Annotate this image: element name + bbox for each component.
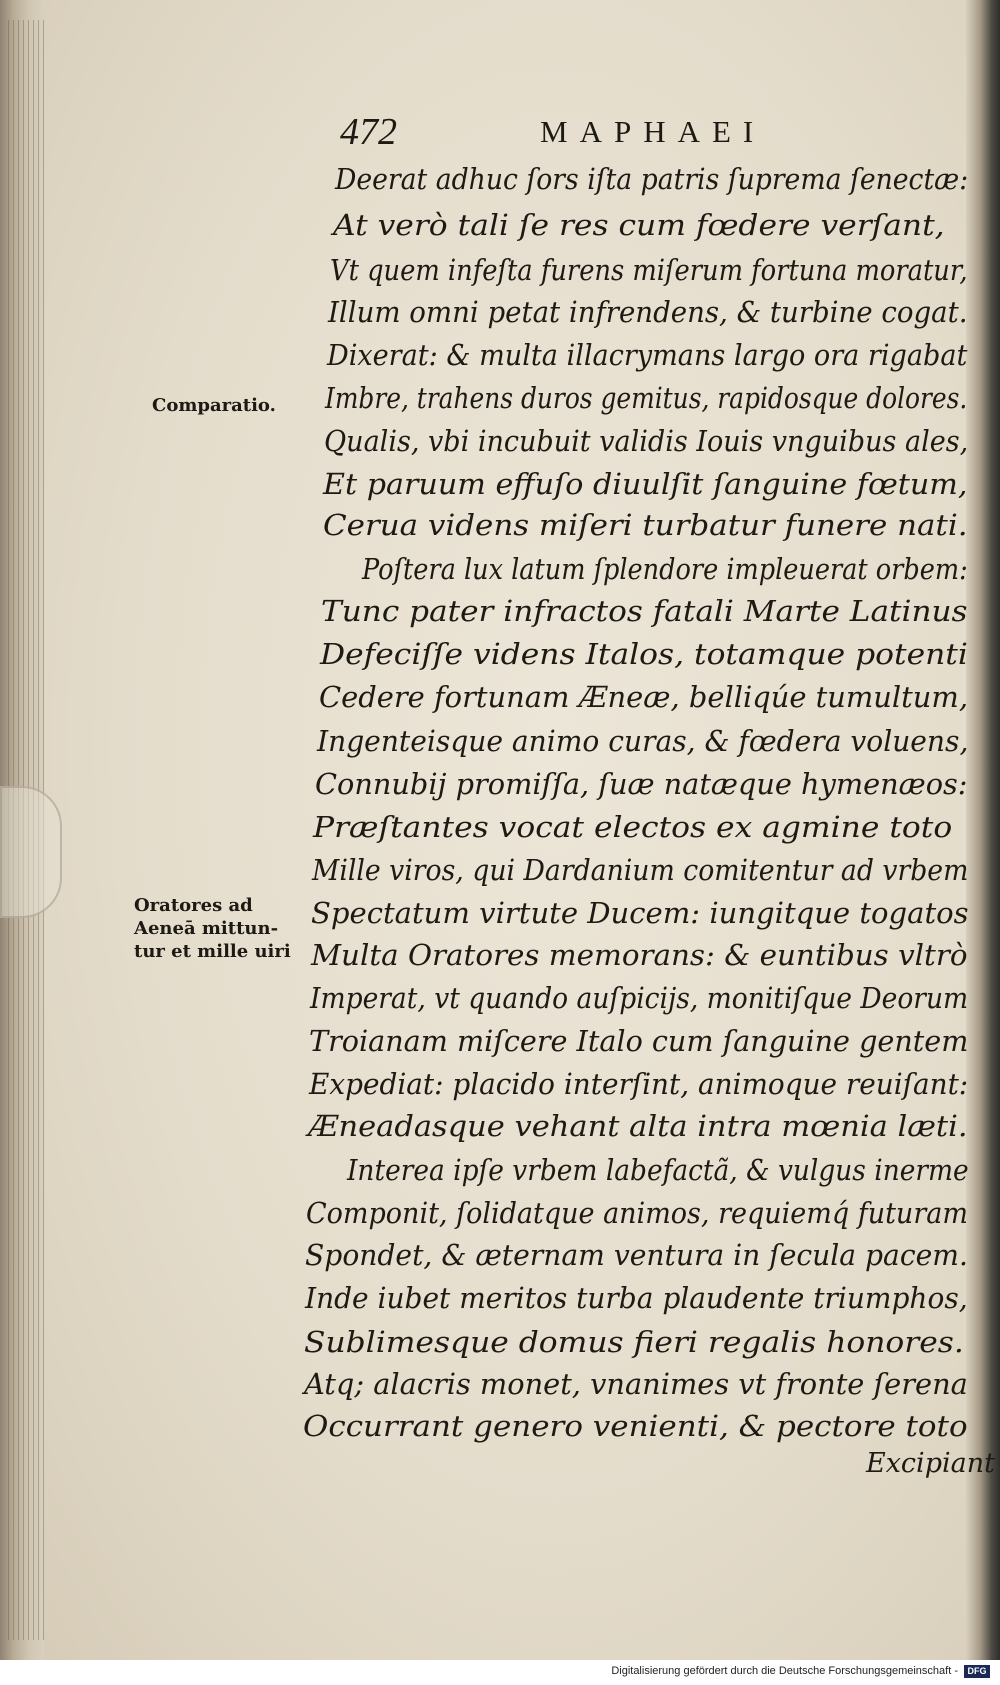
footer-credit: Digitalisierung gefördert durch die Deutsche Forschungsgemeinschaft -	[611, 1665, 958, 1677]
verse-line: Interea ipſe vrbem labefactã, & vulgus inerme	[347, 1153, 969, 1187]
page-clasp-shadow	[0, 786, 62, 918]
verse-line: Componit, ſolidatque animos, requiemq́ futuram	[306, 1196, 968, 1230]
margin-note-oratores	[134, 894, 291, 963]
verse-line: Defeciſſe videns Italos, totamque potenti	[320, 637, 968, 671]
verse-line: Æneadasque vehant alta intra mœnia læti.	[308, 1109, 968, 1143]
verse-line: Expediat: placido interſint, animoque reuiſant:	[309, 1067, 969, 1101]
page-header: MAPHAEI	[540, 114, 766, 149]
verse-line: Sublimesque domus fieri regalis honores.	[304, 1325, 964, 1359]
verse-line: Imbre, trahens duros gemitus, rapidosque dolores.	[325, 381, 968, 415]
margin-note-line: Aeneā mittun-	[134, 918, 279, 939]
verse-line: Ingenteisque animo curas, & fœdera voluens,	[317, 724, 969, 758]
page-number: 472	[340, 111, 397, 153]
verse-line: Spectatum virtute Ducem: iungitque togatos	[311, 896, 969, 930]
verse-line: Troianam miſcere Italo cum ſanguine gentem	[309, 1024, 969, 1058]
verse-line: Dixerat: & multa illacrymans largo ora rigabat	[327, 338, 968, 372]
digitization-footer	[0, 1660, 1000, 1685]
verse-line: Cerua videns miſeri turbatur funere nati.	[323, 508, 968, 542]
verse-line: Qualis, vbi incubuit validis Iouis vnguibus ales,	[324, 424, 969, 458]
margin-note-comparatio: Comparatio.	[152, 395, 276, 416]
verse-line: Multa Oratores memorans: & euntibus vltrò	[311, 938, 968, 972]
verse-line: Deerat adhuc ſors iſta patris ſuprema ſenectæ:	[335, 162, 969, 196]
verse-line: Cedere fortunam Æneæ, belliqúe tumultum,	[319, 680, 969, 714]
verse-line: Spondet, & æternam ventura in ſecula pacem.	[305, 1238, 968, 1272]
verse-line: Imperat, vt quando auſpicijs, monitiſque Deorum	[310, 981, 969, 1015]
verse-line: Atq; alacris monet, vnanimes vt fronte ſerena	[304, 1367, 968, 1401]
verse-line: At verò tali ſe res cum fœdere verſant,	[333, 208, 945, 242]
running-head	[340, 110, 860, 160]
verse-line: Præſtantes vocat electos ex agmine toto	[313, 810, 953, 844]
verse-line: Tunc pater infractos fatali Marte Latinus	[321, 594, 968, 628]
verse-line: Et paruum effuſo diuulſit ſanguine fœtum,	[323, 467, 968, 501]
binding-gutter	[966, 0, 1000, 1660]
verse-line: Connubij promiſſa, ſuæ natæque hymenæos:	[315, 767, 968, 801]
verse-line: Inde iubet meritos turba plaudente triumphos,	[305, 1281, 968, 1315]
verse-line: Occurrant genero venienti, & pectore toto	[303, 1409, 968, 1443]
verse-line: Poſtera lux latum ſplendore impleuerat orbem:	[362, 552, 968, 586]
verse-line: Vt quem infeſta furens miſerum fortuna moratur,	[330, 253, 968, 287]
margin-note-line: Oratores ad	[134, 895, 253, 916]
catchword: Excipiant	[866, 1448, 995, 1479]
dfg-logo-icon[interactable]: DFG	[964, 1665, 990, 1678]
margin-note-line: tur et mille uiri	[134, 941, 291, 962]
verse-line: Illum omni petat infrendens, & turbine cogat.	[328, 295, 968, 329]
verse-line: Mille viros, qui Dardanium comitentur ad vrbem	[312, 853, 969, 887]
